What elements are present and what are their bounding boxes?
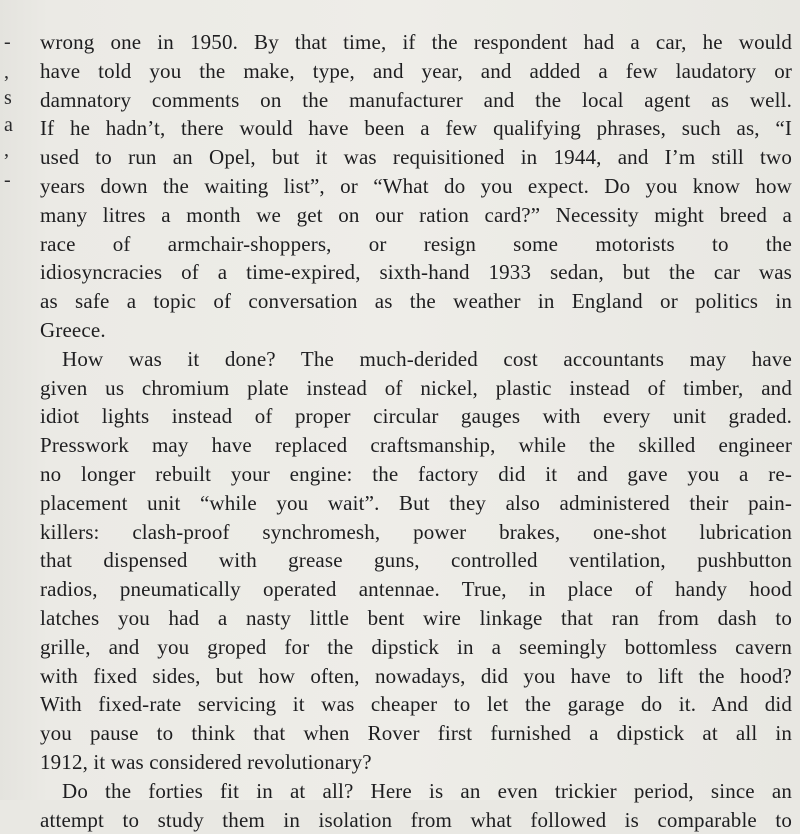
- text-line: attempt to study them in isolation from what followed is comparable to: [40, 807, 792, 832]
- text-line: How was it done? The much-derided cost accountants may have: [62, 346, 792, 371]
- text-line: used to run an Opel, but it was requisitioned in 1944, and I’m still two: [40, 145, 792, 170]
- text-line: wrong one in 1950. By that time, if the respondent had a car, he would: [40, 30, 792, 54]
- text-line: that dispensed with grease guns, controlled ventilation, pushbutton: [40, 548, 792, 573]
- paragraph-3: [40, 777, 792, 834]
- text-line: placement unit “while you wait”. But they also administered their pain-: [40, 490, 792, 515]
- text-line: grille, and you groped for the dipstick in a seemingly bottomless cavern: [40, 634, 792, 659]
- text-line: race of armchair-shoppers, or resign some motorists to the: [40, 231, 792, 256]
- text-line: killers: clash-proof synchromesh, power brakes, one-shot lubrication: [40, 519, 792, 544]
- facing-page-margin: [0, 0, 22, 800]
- text-line: given us chromium plate instead of nickel, plastic instead of timber, and: [40, 375, 792, 400]
- text-line: latches you had a nasty little bent wire linkage that ran from dash to: [40, 605, 792, 630]
- gutter-mark: a: [4, 114, 13, 136]
- text-line: damnatory comments on the manufacturer and the local agent as well.: [40, 87, 792, 112]
- text-line: have told you the make, type, and year, and added a few laudatory or: [40, 58, 792, 83]
- text-column: [40, 28, 792, 834]
- text-line: Do the forties fit in at all? Here is an even trickier period, since an: [62, 778, 792, 803]
- text-line: If he hadn’t, there would have been a few qualifying phrases, such as, “I: [40, 116, 792, 141]
- text-line: years down the waiting list”, or “What do you expect. Do you know how: [40, 173, 792, 198]
- gutter-mark: -: [4, 31, 11, 53]
- text-line: Greece.: [40, 317, 106, 342]
- gutter-mark: -: [4, 169, 11, 191]
- text-line: many litres a month we get on our ration card?” Necessity might breed a: [40, 202, 792, 227]
- text-line: With fixed-rate servicing it was cheaper to let the garage do it. And did: [40, 692, 792, 717]
- text-line: as safe a topic of conversation as the weather in England or politics in: [40, 289, 792, 314]
- paragraph-1: [40, 28, 792, 345]
- text-line: 1912, it was considered revolutionary?: [40, 749, 372, 774]
- gutter-mark: s: [4, 87, 12, 109]
- text-line: you pause to think that when Rover first furnished a dipstick at all in: [40, 721, 792, 746]
- text-line: radios, pneumatically operated antennae. True, in place of handy hood: [40, 577, 792, 602]
- text-line: idiot lights instead of proper circular gauges with every unit graded.: [40, 404, 792, 429]
- text-line: no longer rebuilt your engine: the factory did it and gave you a re-: [40, 461, 792, 486]
- gutter-mark: ,: [4, 139, 9, 161]
- text-line: Presswork may have replaced craftsmanship, while the skilled engineer: [40, 433, 792, 458]
- text-line: with fixed sides, but how often, nowadays, did you have to lift the hood?: [40, 663, 792, 688]
- text-line: idiosyncracies of a time-expired, sixth-hand 1933 sedan, but the car was: [40, 260, 792, 285]
- gutter-mark: ,: [4, 61, 9, 83]
- paragraph-2: [40, 345, 792, 777]
